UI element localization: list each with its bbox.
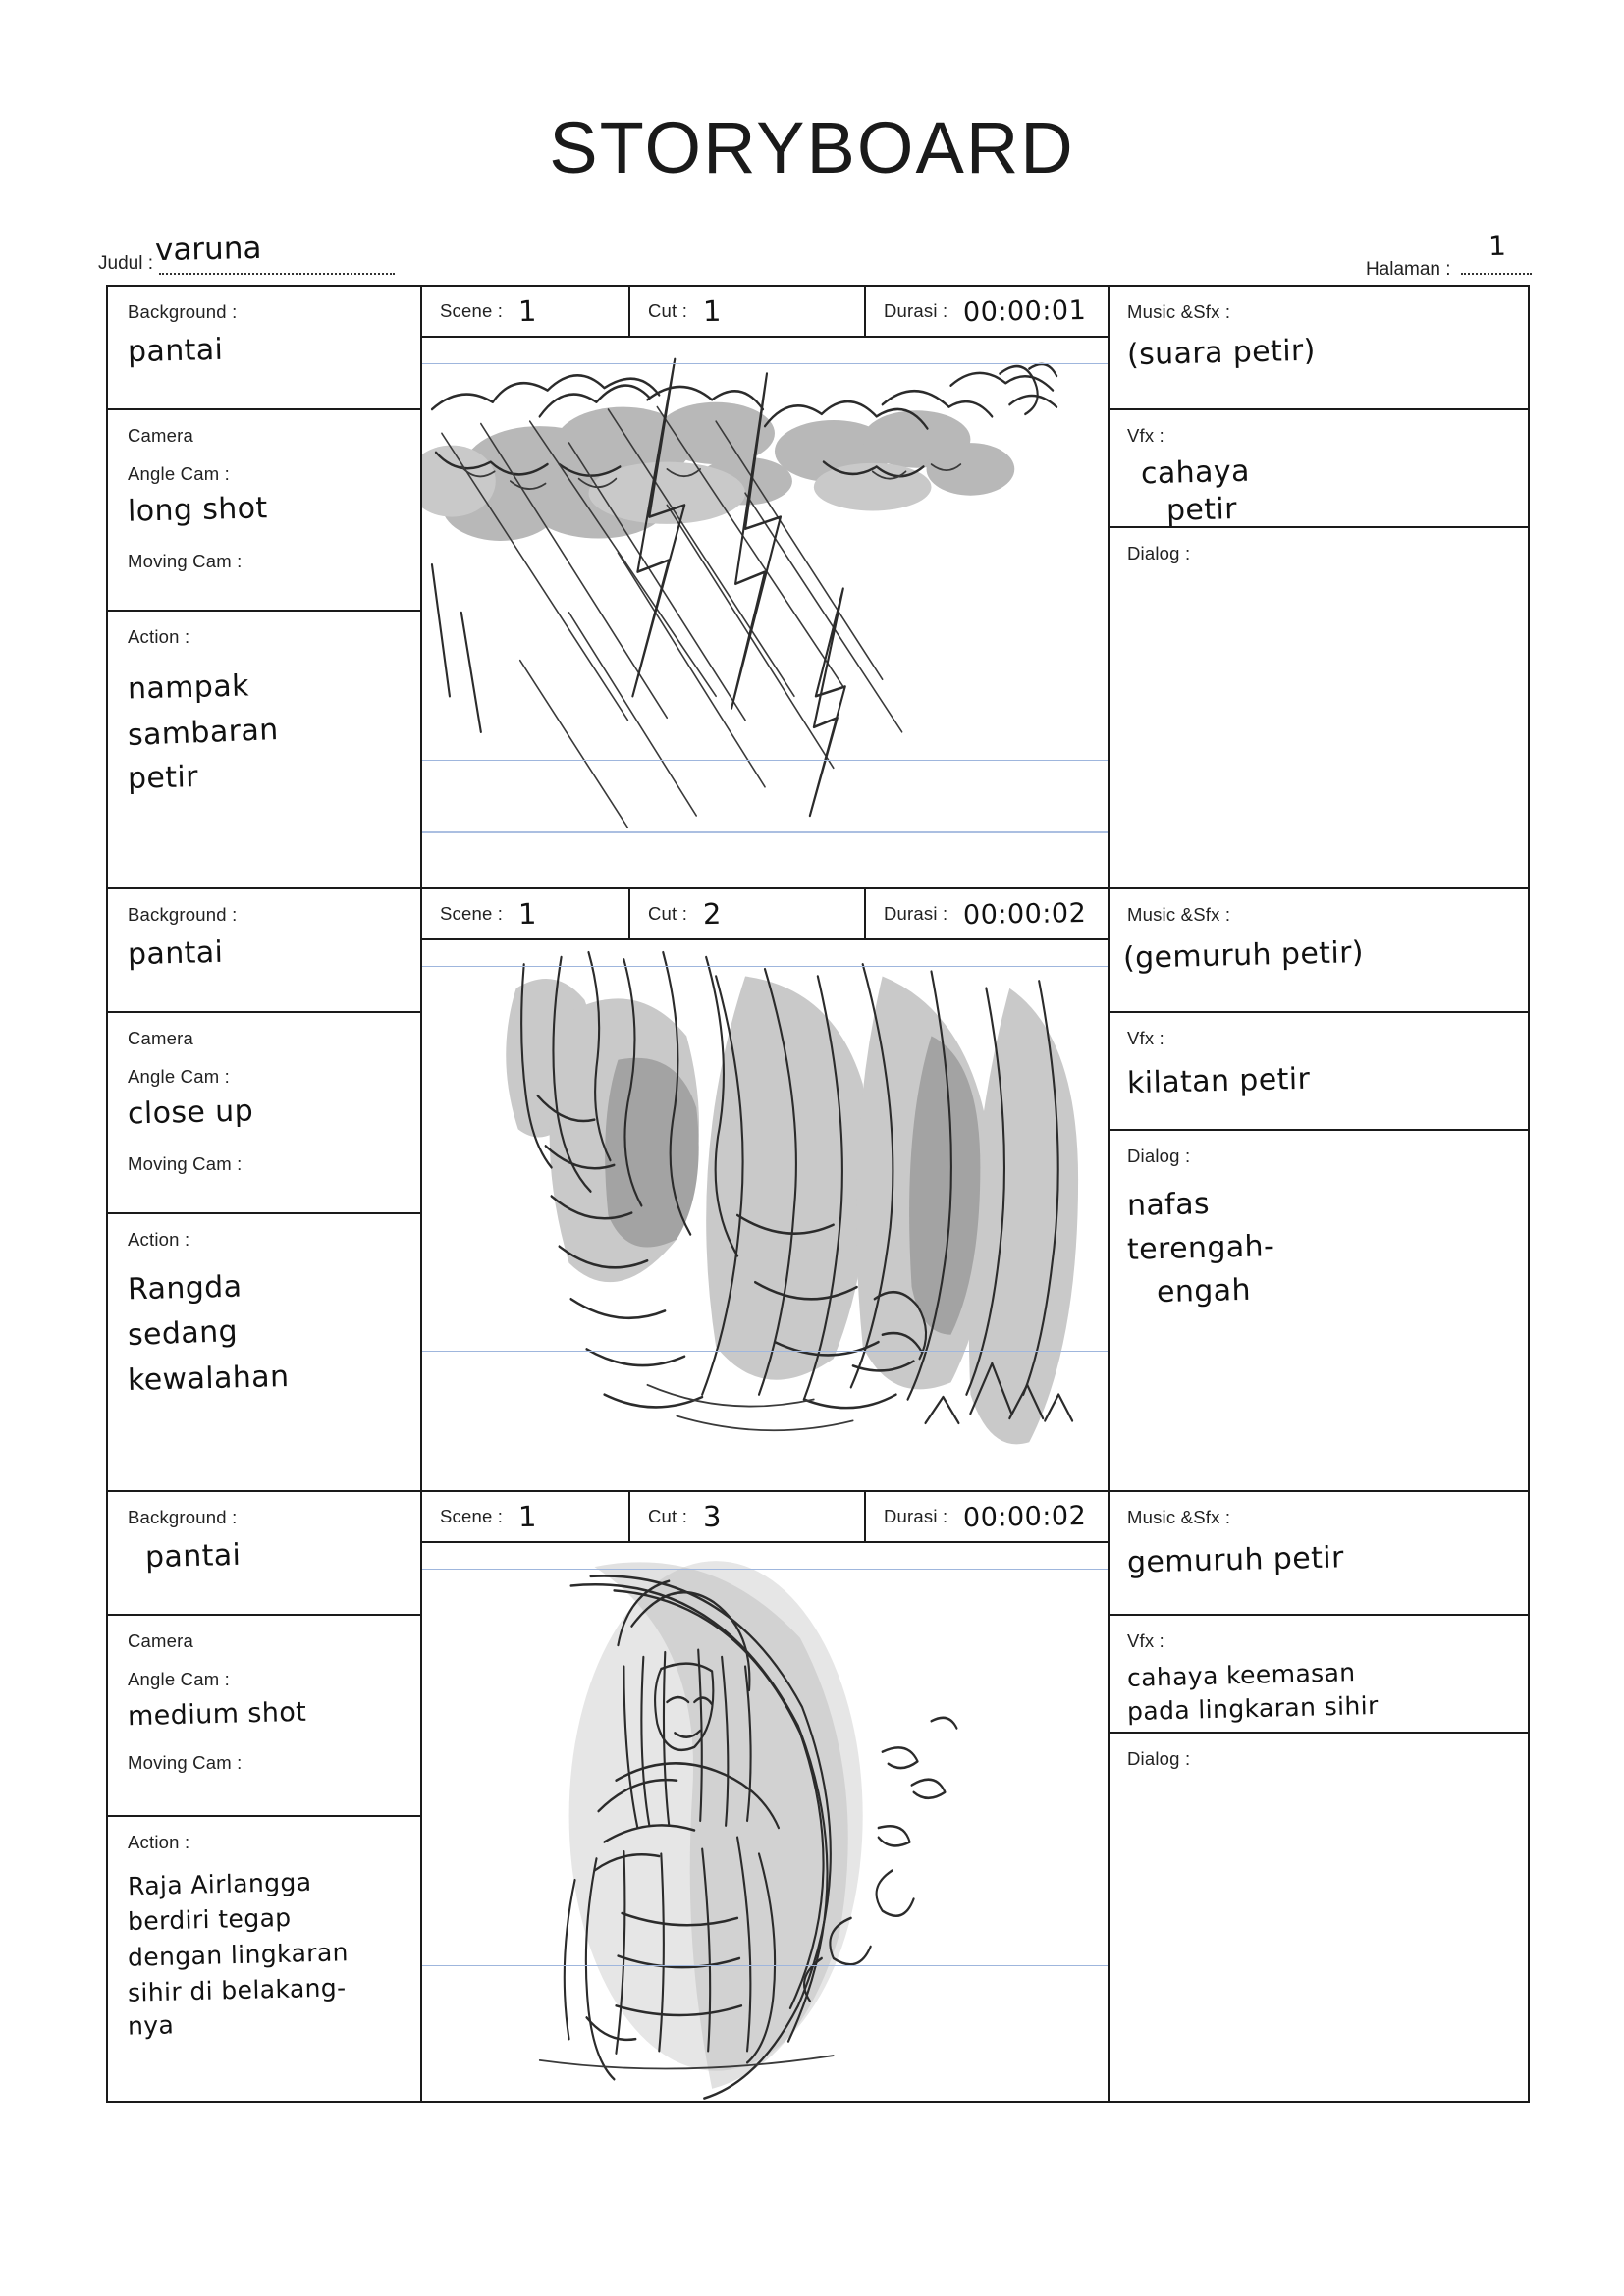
durasi-cell[interactable]	[866, 889, 1106, 938]
vfx-cell[interactable]	[1110, 1013, 1528, 1131]
row-center-column	[422, 1492, 1110, 2101]
scene-label: Scene :	[440, 299, 504, 321]
background-label: Background :	[128, 1507, 238, 1527]
action-line: petir	[127, 760, 199, 797]
dialog-line: engah	[1156, 1273, 1252, 1310]
durasi-label: Durasi :	[884, 299, 948, 321]
action-line: berdiri tegap	[127, 1902, 292, 1936]
storyboard-frame-2[interactable]	[422, 940, 1108, 1490]
action-line: nampak	[127, 668, 250, 707]
camera-cell[interactable]	[108, 410, 420, 612]
cut-cell[interactable]	[630, 1492, 866, 1541]
frame-guide-top	[422, 1569, 1108, 1570]
music-sfx-value: (gemuruh petir)	[1122, 934, 1365, 976]
background-cell[interactable]	[108, 287, 420, 410]
row-left-column	[108, 1492, 422, 2101]
cut-value: 2	[702, 896, 722, 932]
vfx-line: petir	[1165, 492, 1238, 528]
scene-cell[interactable]	[422, 889, 630, 938]
action-label: Action :	[128, 626, 190, 647]
action-line: sedang	[127, 1313, 239, 1354]
scene-cell[interactable]	[422, 287, 630, 336]
cut-value: 3	[702, 1499, 722, 1534]
action-line: kewalahan	[127, 1360, 290, 1399]
background-value: pantai	[144, 1537, 242, 1575]
meta-row	[422, 889, 1108, 940]
row-center-column	[422, 287, 1110, 887]
halaman-label: Halaman :	[1365, 259, 1451, 280]
action-cell[interactable]	[108, 612, 420, 887]
durasi-value: 00:00:02	[963, 897, 1087, 931]
frame-guide-bottom	[422, 1965, 1108, 1966]
scene-value: 1	[517, 1499, 537, 1534]
background-cell[interactable]	[108, 1492, 420, 1616]
durasi-cell[interactable]	[866, 287, 1106, 336]
music-sfx-cell[interactable]	[1110, 889, 1528, 1013]
sketch-rangda-closeup	[422, 940, 1108, 1490]
action-line: dengan lingkaran	[127, 1937, 350, 1972]
durasi-cell[interactable]	[866, 1492, 1106, 1541]
angle-cam-value: medium shot	[127, 1697, 307, 1733]
background-label: Background :	[128, 904, 238, 925]
durasi-value: 00:00:01	[963, 294, 1087, 328]
row-left-column	[108, 287, 422, 887]
music-sfx-label: Music &Sfx :	[1127, 301, 1231, 322]
action-line: sambaran	[127, 713, 280, 753]
sketch-lightning-sky	[422, 338, 1108, 887]
vfx-line: cahaya keemasan	[1126, 1657, 1356, 1692]
judul-label: Judul :	[98, 253, 153, 274]
action-label: Action :	[128, 1832, 190, 1852]
cut-label: Cut :	[648, 902, 688, 924]
angle-cam-label: Angle Cam :	[128, 462, 230, 484]
background-value: pantai	[127, 934, 224, 972]
vfx-cell[interactable]	[1110, 410, 1528, 528]
action-cell[interactable]	[108, 1214, 420, 1490]
moving-cam-label: Moving Cam :	[128, 550, 243, 571]
angle-cam-value: long shot	[127, 491, 269, 530]
sketch-airlangga-magic-circle	[422, 1543, 1108, 2101]
page-title: STORYBOARD	[549, 107, 1075, 188]
dialog-label: Dialog :	[1127, 1748, 1191, 1769]
angle-cam-value: close up	[127, 1094, 254, 1132]
moving-cam-label: Moving Cam :	[128, 1752, 243, 1774]
action-line: Rangda	[127, 1269, 243, 1308]
header-fields	[98, 229, 1532, 283]
frame-guide-bottom	[422, 760, 1108, 761]
judul-field	[98, 230, 395, 275]
music-sfx-value: gemuruh petir	[1126, 1539, 1345, 1580]
scene-value: 1	[517, 896, 537, 932]
music-sfx-cell[interactable]	[1110, 287, 1528, 410]
cut-cell[interactable]	[630, 287, 866, 336]
dialog-label: Dialog :	[1127, 543, 1191, 563]
camera-cell[interactable]	[108, 1013, 420, 1214]
dialog-line: terengah-	[1126, 1229, 1275, 1267]
cut-cell[interactable]	[630, 889, 866, 938]
scene-cell[interactable]	[422, 1492, 630, 1541]
action-label: Action :	[128, 1229, 190, 1250]
vfx-line: pada lingkaran sihir	[1126, 1690, 1380, 1726]
row-center-column	[422, 889, 1110, 1490]
camera-label: Camera	[128, 1630, 193, 1651]
row-left-column	[108, 889, 422, 1490]
action-cell[interactable]	[108, 1817, 420, 2101]
halaman-value: 1	[1488, 229, 1507, 263]
durasi-label: Durasi :	[884, 902, 948, 924]
meta-row	[422, 1492, 1108, 1543]
background-cell[interactable]	[108, 889, 420, 1013]
cut-value: 1	[702, 294, 722, 329]
music-sfx-value: (suara petir)	[1126, 333, 1317, 373]
vfx-line: cahaya	[1140, 454, 1251, 492]
frame-guide-bottom	[422, 1351, 1108, 1352]
row-right-column	[1110, 287, 1528, 887]
frame-guide-top	[422, 363, 1108, 364]
music-sfx-label: Music &Sfx :	[1127, 1507, 1231, 1527]
camera-label: Camera	[128, 1028, 193, 1048]
cut-label: Cut :	[648, 1505, 688, 1526]
durasi-label: Durasi :	[884, 1505, 948, 1526]
row-right-column	[1110, 889, 1528, 1490]
storyboard-frame-3[interactable]	[422, 1543, 1108, 2101]
background-value: pantai	[127, 332, 224, 369]
vfx-label: Vfx :	[1127, 425, 1165, 446]
vfx-cell[interactable]	[1110, 1616, 1528, 1734]
storyboard-table	[106, 285, 1530, 2103]
scene-value: 1	[517, 294, 537, 329]
judul-value: varuna	[154, 230, 262, 269]
dialog-line: nafas	[1126, 1186, 1211, 1223]
vfx-label: Vfx :	[1127, 1630, 1165, 1651]
music-sfx-cell[interactable]	[1110, 1492, 1528, 1616]
dialog-label: Dialog :	[1127, 1146, 1191, 1166]
storyboard-row	[108, 889, 1528, 1492]
row-right-column	[1110, 1492, 1528, 2101]
storyboard-row	[108, 1492, 1528, 2101]
meta-row	[422, 287, 1108, 338]
durasi-value: 00:00:02	[963, 1500, 1087, 1533]
camera-cell[interactable]	[108, 1616, 420, 1817]
scene-label: Scene :	[440, 1505, 504, 1526]
cut-label: Cut :	[648, 299, 688, 321]
scene-label: Scene :	[440, 902, 504, 924]
dialog-cell[interactable]	[1110, 1131, 1528, 1490]
dialog-cell[interactable]	[1110, 1734, 1528, 2101]
action-line: nya	[127, 2010, 175, 2041]
vfx-label: Vfx :	[1127, 1028, 1165, 1048]
storyboard-row	[108, 287, 1528, 889]
music-sfx-label: Music &Sfx :	[1127, 904, 1231, 925]
angle-cam-label: Angle Cam :	[128, 1065, 230, 1087]
camera-label: Camera	[128, 425, 193, 446]
background-label: Background :	[128, 301, 238, 322]
moving-cam-label: Moving Cam :	[128, 1152, 243, 1174]
halaman-field	[1365, 229, 1532, 281]
storyboard-frame-1[interactable]	[422, 338, 1108, 887]
dialog-cell[interactable]	[1110, 528, 1528, 887]
frame-guide-top	[422, 966, 1108, 967]
action-line: Raja Airlangga	[127, 1867, 312, 1900]
action-line: sihir di belakang-	[127, 1972, 347, 2007]
angle-cam-label: Angle Cam :	[128, 1668, 230, 1689]
vfx-line: kilatan petir	[1126, 1061, 1311, 1100]
